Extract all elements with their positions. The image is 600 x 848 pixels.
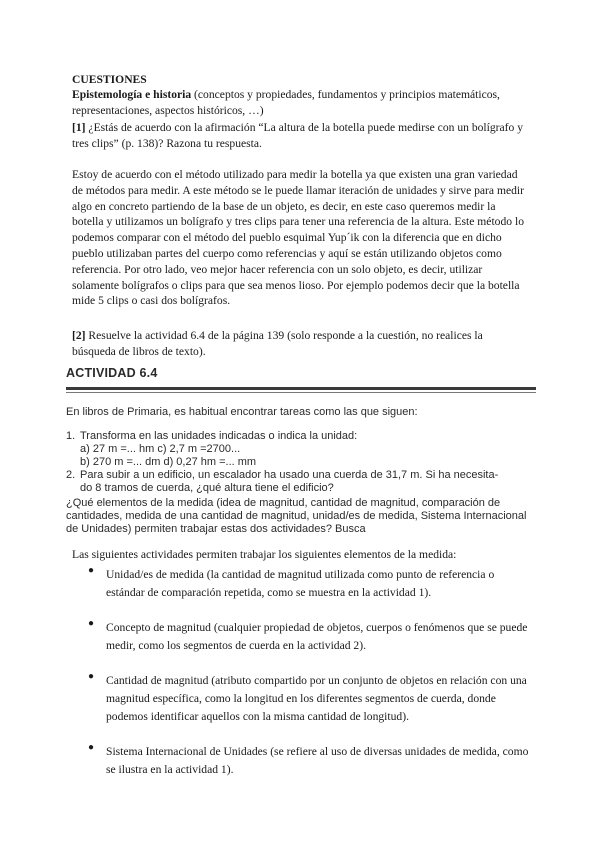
list-item — [72, 671, 532, 725]
question-2 — [72, 328, 528, 360]
list-item — [72, 742, 532, 778]
bullet-icon: ● — [88, 671, 95, 682]
activity-item-2-line-1: Para subir a un edificio, un escalador ha usado una cuerda de 31,7 m. Si ha necesita- — [80, 469, 499, 481]
activity-title: ACTIVIDAD 6.4 — [66, 366, 158, 380]
question-2-text: Resuelve la actividad 6.4 de la página 139 (solo responde a la cuestión, no realices la búsqueda de libros de texto). — [72, 329, 483, 358]
bullet-icon: ● — [88, 618, 95, 629]
list-item — [72, 618, 532, 654]
list-item — [72, 565, 532, 601]
list-item-text: Sistema Internacional de Unidades (se refiere al uso de diversas unidades de medida, como se ilustra en la actividad 1). — [106, 745, 529, 776]
question-1-text: ¿Estás de acuerdo con la afirmación “La altura de la botella puede medirse con un bolígrafo y tres clips” (p. 138)? Razona tu respuesta. — [72, 121, 524, 150]
question-1-number: [1] — [72, 121, 86, 134]
activity-item-2-number: 2. — [66, 469, 76, 481]
page-heading: CUESTIONES — [72, 73, 147, 86]
activity-divider — [66, 387, 536, 390]
answer-2-intro: Las siguientes actividades permiten trabajar los siguientes elementos de la medida: — [72, 548, 457, 561]
answer-1: Estoy de acuerdo con el método utilizado para medir la botella ya que existen una gran variedad de métodos para medir. A este método se le puede llamar iteración de unidades y sirve para medir algo en concreto partiendo de la base de un objeto, es decir, en este caso queremos medir la botella y utilizamos un bolígrafo y tres clips para tener una referencia de la altura. Este método lo podemos comparar con el método del pueblo esquimal Yup´ik con la diferencia que en dicho pueblo utilizaban partes del cuerpo como referencias y aquí se están utilizando objetos como referencia. Por otro lado, veo mejor hacer referencia con un solo objeto, es decir, utilizar solamente bolígrafos o clips para que sea menos lioso. Por ejemplo podemos decir que la botella mide 5 clips o casi dos bolígrafos. — [72, 168, 525, 308]
activity-item-1-number: 1. — [66, 430, 76, 442]
bullet-icon: ● — [88, 742, 95, 753]
activity-question: ¿Qué elementos de la medida (idea de magnitud, cantidad de magnitud, comparación de cantidades, medida de una cantidad de magnitud, unidad/es de medida, Sistema Internacional de Unidades) permiten trabajar estas dos actividades? Busca — [66, 497, 527, 535]
list-item-text: Cantidad de magnitud (atributo compartido por un conjunto de objetos en relación con una magnitud específica, como la longitud en los diferentes segmentos de cuerda, donde podemos identificar aquellos con la misma cantidad de longitud). — [106, 674, 527, 723]
section-title: Epistemología e historia — [72, 88, 192, 101]
section-subtitle: (conceptos y propiedades, fundamentos y principios matemáticos, representaciones, aspectos históricos, …) — [72, 88, 500, 117]
activity-item-1: Transforma en las unidades indicadas o indica la unidad: — [80, 430, 358, 442]
bullet-icon: ● — [88, 565, 95, 576]
activity-item-2-line-2: do 8 tramos de cuerda, ¿qué altura tiene el edificio? — [80, 482, 334, 494]
activity-item-1-b: b) 270 m =... dm d) 0,27 hm =... mm — [80, 456, 257, 468]
activity-divider-thin — [66, 392, 536, 393]
list-item-text: Unidad/es de medida (la cantidad de magnitud utilizada como punto de referencia o estándar de comparación repetida, como se muestra en la actividad 1). — [106, 568, 495, 599]
activity-scan — [66, 364, 536, 546]
list-item-text: Concepto de magnitud (cualquier propiedad de objetos, cuerpos o fenómenos que se puede medir, como los segmentos de cuerda en la actividad 2). — [106, 621, 528, 652]
section-header — [72, 87, 528, 119]
activity-item-1-a: a) 27 m =... hm c) 2,7 m =2700... — [80, 443, 241, 455]
question-1 — [72, 120, 528, 152]
answer-2-list — [72, 565, 532, 778]
activity-intro: En libros de Primaria, es habitual encontrar tareas como las que siguen: — [66, 406, 418, 418]
question-2-number: [2] — [72, 329, 86, 342]
